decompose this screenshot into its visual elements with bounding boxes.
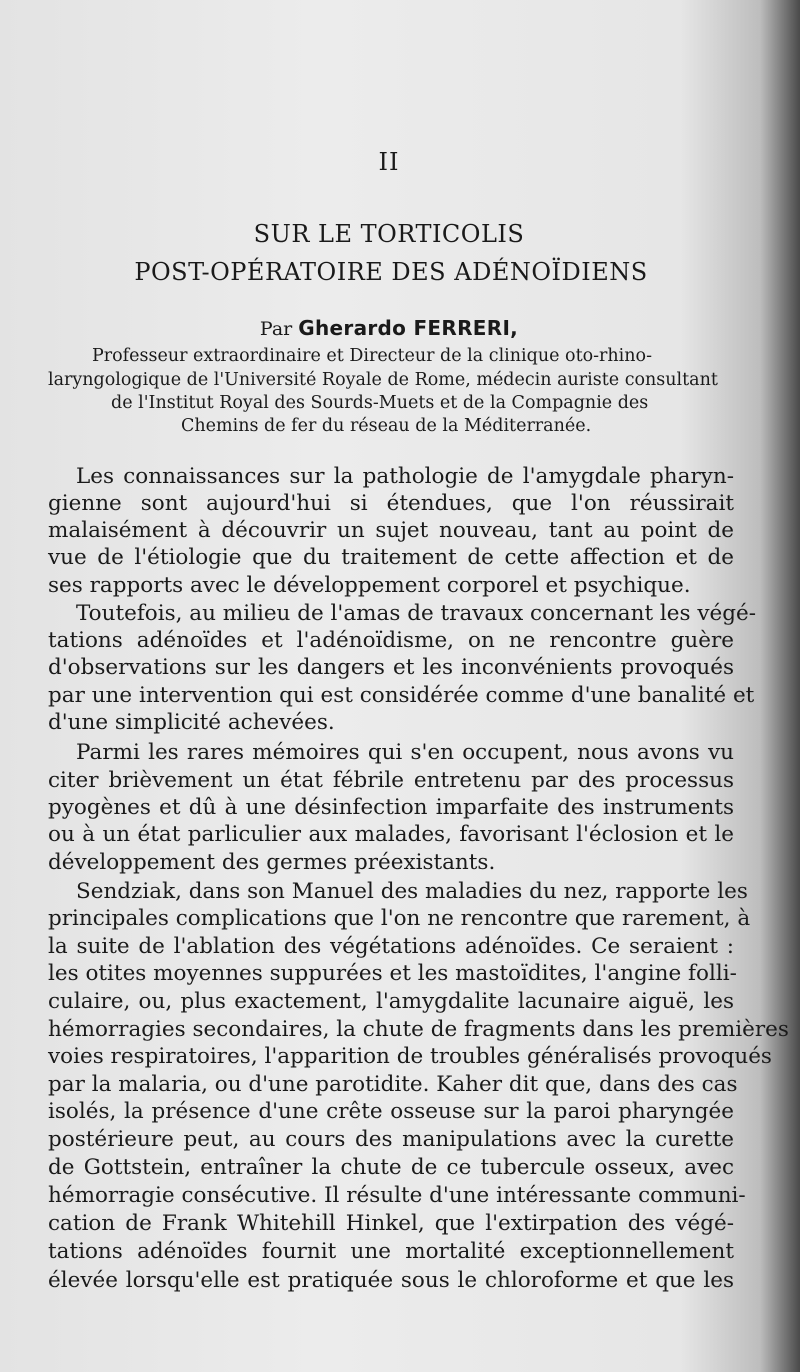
body-line: isolés, la présence d'une crête osseuse sur la paroi pharyngée: [48, 1099, 734, 1124]
body-line: gienne sont aujourd'hui si étendues, que l'on réussirait: [48, 491, 734, 516]
affiliation-line: laryngologique de l'Université Royale de Rome, médecin auriste consultant: [48, 370, 718, 390]
body-line: d'observations sur les dangers et les inconvénients provoqués: [48, 655, 734, 680]
title-line-2: POST-OPÉRATOIRE DES ADÉNOÏDIENS: [134, 258, 648, 286]
body-line: Les connaissances sur la pathologie de l'amygdale pharyn-: [76, 464, 734, 489]
body-line: voies respiratoires, l'apparition de troubles généralisés provoqués: [48, 1044, 772, 1069]
body-line: tations adénoïdes et l'adénoïdisme, on ne rencontre guère: [48, 628, 734, 653]
body-line: hémorragies secondaires, la chute de fragments dans les premières: [48, 1017, 789, 1042]
body-line: Toutefois, au milieu de l'amas de travaux concernant les végé-: [76, 601, 757, 626]
body-line: ses rapports avec le développement corporel et psychique.: [48, 573, 691, 598]
body-line: ou à un état parliculier aux malades, favorisant l'éclosion et le: [48, 822, 734, 847]
byline: [0, 316, 778, 340]
body-line: tations adénoïdes fournit une mortalité exceptionnellement: [48, 1239, 734, 1264]
body-line: vue de l'étiologie que du traitement de cette affection et de: [48, 545, 734, 570]
part-number: II: [378, 148, 400, 176]
body-line: les otites moyennes suppurées et les mastoïdites, l'angine folli-: [48, 961, 737, 986]
body-line: de Gottstein, entraîner la chute de ce tubercule osseux, avec: [48, 1155, 734, 1180]
author-name: Gherardo FERRERI,: [298, 316, 519, 340]
body-line: Sendziak, dans son Manuel des maladies du nez, rapporte les: [76, 879, 748, 904]
title-line-1: SUR LE TORTICOLIS: [253, 220, 525, 248]
body-line: Parmi les rares mémoires qui s'en occupent, nous avons vu: [76, 740, 734, 765]
body-line: d'une simplicité achevées.: [48, 710, 335, 735]
body-line: par la malaria, ou d'une parotidite. Kaher dit que, dans des cas: [48, 1072, 738, 1097]
body-line: la suite de l'ablation des végétations adénoïdes. Ce seraient :: [48, 934, 734, 959]
body-line: malaisément à découvrir un sujet nouveau, tant au point de: [48, 518, 734, 543]
body-line: par une intervention qui est considérée comme d'une banalité et: [48, 683, 755, 708]
body-line: principales complications que l'on ne rencontre que rarement, à: [48, 906, 751, 931]
body-line: culaire, ou, plus exactement, l'amygdalite lacunaire aiguë, les: [48, 989, 734, 1014]
body-line: citer brièvement un état fébrile entretenu par des processus: [48, 768, 734, 793]
affiliation-line: Chemins de fer du réseau de la Méditerranée.: [181, 416, 592, 436]
body-line: hémorragie consécutive. Il résulte d'une intéressante communi-: [48, 1183, 746, 1208]
body-line: cation de Frank Whitehill Hinkel, que l'extirpation des végé-: [48, 1211, 734, 1236]
body-line: pyogènes et dû à une désinfection imparfaite des instruments: [48, 795, 734, 820]
byline-prefix: Par: [259, 318, 293, 340]
affiliation-line: de l'Institut Royal des Sourds-Muets et de la Compagnie des: [111, 393, 649, 413]
body-line: postérieure peut, au cours des manipulations avec la curette: [48, 1127, 734, 1152]
body-line: élevée lorsqu'elle est pratiquée sous le chloroforme et que les: [48, 1268, 734, 1293]
body-line: développement des germes préexistants.: [48, 850, 496, 875]
affiliation-line: Professeur extraordinaire et Directeur de la clinique oto-rhino-: [92, 346, 652, 366]
